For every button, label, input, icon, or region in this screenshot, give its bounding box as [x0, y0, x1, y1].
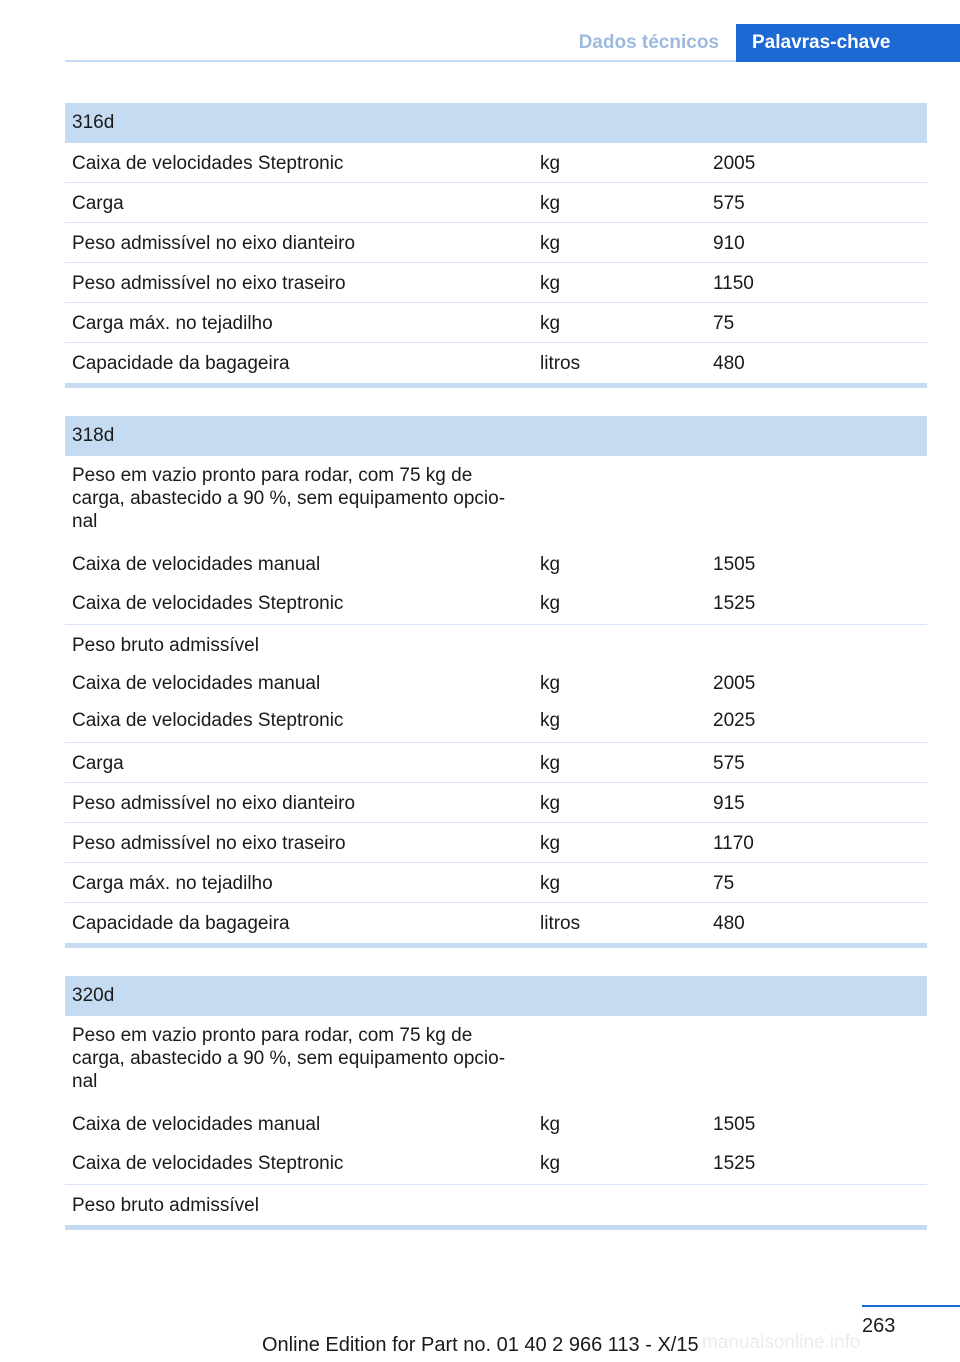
table-row — [65, 703, 927, 743]
table-row — [65, 456, 927, 548]
table-row — [65, 223, 927, 263]
table-row — [65, 863, 927, 903]
row-label: Carga máx. no tejadilho — [72, 313, 273, 334]
table-row — [65, 1185, 927, 1225]
table-row — [65, 548, 927, 586]
table-row — [65, 665, 927, 703]
row-unit: kg — [540, 273, 561, 294]
table-row — [65, 743, 927, 783]
row-label: Caixa de velocidades manual — [72, 1114, 321, 1135]
row-unit: kg — [540, 873, 561, 894]
edition-text: Online Edition for Part no. 01 40 2 966 113 - X/15 — [262, 1334, 699, 1356]
page-number: 263 — [862, 1315, 896, 1337]
spec-table-316d — [65, 103, 927, 388]
row-unit: kg — [540, 1114, 561, 1135]
row-label: Caixa de velocidades Steptronic — [72, 1153, 344, 1174]
watermark: manualsonline.info — [702, 1332, 861, 1353]
row-value: 1170 — [713, 833, 754, 854]
row-label: Peso bruto admissível — [72, 635, 259, 656]
row-unit: kg — [540, 833, 561, 854]
table-footer-rule — [65, 383, 927, 388]
row-label: Caixa de velocidades Steptronic — [72, 593, 344, 614]
row-value: 915 — [713, 793, 745, 814]
table-row — [65, 1146, 927, 1185]
tab-dados-tecnicos[interactable]: Dados técnicos — [578, 32, 719, 53]
table-row — [65, 1108, 927, 1146]
page-header — [0, 0, 960, 62]
row-unit: kg — [540, 193, 561, 214]
row-value: 1505 — [713, 554, 756, 575]
row-unit: kg — [540, 673, 561, 694]
row-label: Peso bruto admissível — [72, 1195, 259, 1216]
table-row — [65, 586, 927, 625]
row-label: Carga máx. no tejadilho — [72, 873, 273, 894]
table-row — [65, 263, 927, 303]
row-label: Peso em vazio pronto para rodar, com 75 kg de carga, abastecido a 90 %, sem equipamento opcio-nal — [72, 1025, 506, 1092]
table-row — [65, 625, 927, 665]
table-title: 316d — [65, 103, 927, 143]
row-label: Peso em vazio pronto para rodar, com 75 kg de carga, abastecido a 90 %, sem equipamento opcio-nal — [72, 465, 506, 532]
row-value: 1150 — [713, 273, 754, 294]
row-label: Caixa de velocidades Steptronic — [72, 710, 344, 731]
row-label: Caixa de velocidades Steptronic — [72, 153, 344, 174]
table-footer-rule — [65, 943, 927, 948]
row-value: 1525 — [713, 1153, 756, 1174]
row-label: Peso admissível no eixo traseiro — [72, 273, 346, 294]
row-value: 75 — [713, 313, 735, 334]
row-unit: kg — [540, 153, 561, 174]
row-unit: kg — [540, 593, 561, 614]
table-title: 320d — [65, 976, 927, 1016]
row-value: 2005 — [713, 673, 756, 694]
row-unit: kg — [540, 793, 561, 814]
table-row — [65, 303, 927, 343]
row-unit: litros — [540, 913, 581, 934]
row-value: 1525 — [713, 593, 756, 614]
row-label: Capacidade da bagageira — [72, 913, 290, 934]
table-row — [65, 903, 927, 943]
row-value: 2025 — [713, 710, 756, 731]
row-label: Caixa de velocidades manual — [72, 673, 321, 694]
table-row — [65, 1016, 927, 1108]
row-label: Caixa de velocidades manual — [72, 554, 321, 575]
table-row — [65, 143, 927, 183]
tab-palavras-chave[interactable]: Palavras-chave — [736, 24, 960, 62]
row-label: Peso admissível no eixo traseiro — [72, 833, 346, 854]
row-unit: kg — [540, 753, 561, 774]
table-row — [65, 343, 927, 383]
table-footer-rule — [65, 1225, 927, 1230]
row-unit: kg — [540, 1153, 561, 1174]
row-label: Peso admissível no eixo dianteiro — [72, 233, 356, 254]
row-label: Peso admissível no eixo dianteiro — [72, 793, 356, 814]
row-unit: kg — [540, 233, 561, 254]
row-value: 2005 — [713, 153, 756, 174]
row-value: 1505 — [713, 1114, 756, 1135]
footer-accent-line — [862, 1305, 960, 1307]
row-unit: kg — [540, 313, 561, 334]
table-row — [65, 823, 927, 863]
row-value: 75 — [713, 873, 735, 894]
row-value: 480 — [713, 913, 745, 934]
table-title: 318d — [65, 416, 927, 456]
spec-table-320d — [65, 976, 927, 1230]
table-row — [65, 783, 927, 823]
row-value: 575 — [713, 753, 745, 774]
row-value: 480 — [713, 353, 745, 374]
row-unit: litros — [540, 353, 581, 374]
table-row — [65, 183, 927, 223]
row-unit: kg — [540, 710, 561, 731]
row-label: Carga — [72, 193, 124, 214]
spec-table-318d — [65, 416, 927, 948]
row-unit: kg — [540, 554, 561, 575]
row-value: 910 — [713, 233, 745, 254]
row-value: 575 — [713, 193, 745, 214]
row-label: Capacidade da bagageira — [72, 353, 290, 374]
row-label: Carga — [72, 753, 124, 774]
